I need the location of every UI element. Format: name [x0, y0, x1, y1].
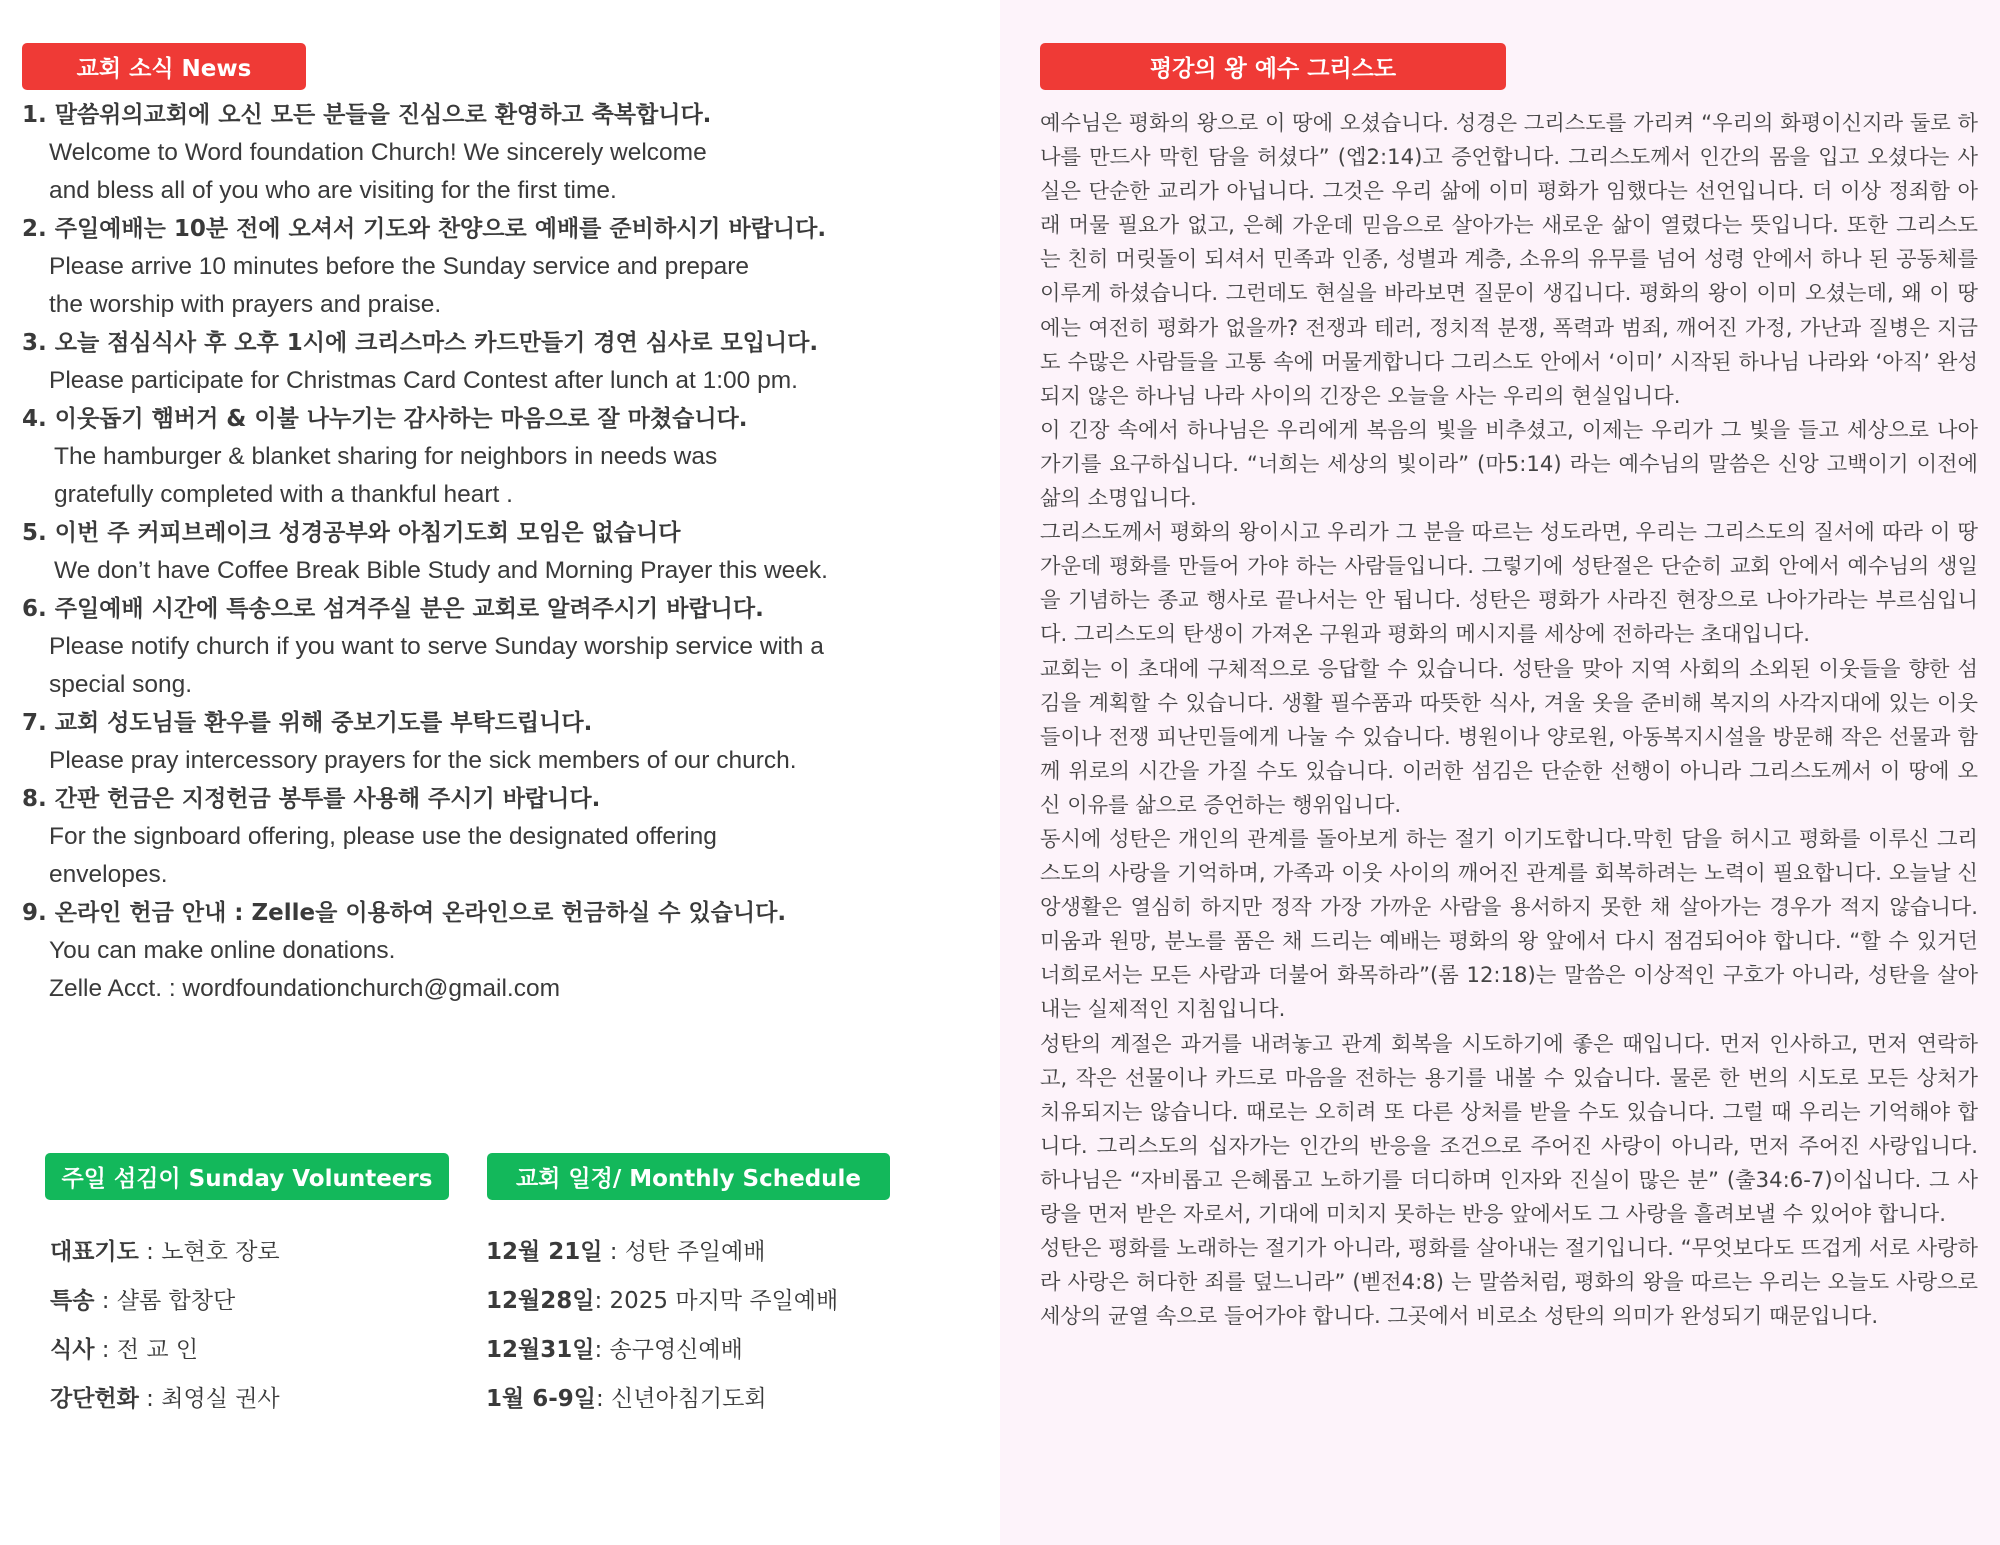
article-header	[1040, 43, 1506, 90]
news-item-english: We don’t have Coffee Break Bible Study and Morning Prayer this week.	[54, 557, 828, 584]
article-title: 평강의 왕 예수 그리스도	[1149, 56, 1397, 82]
news-item-korean: 4. 이웃돕기 햄버거 & 이불 나누기는 감사하는 마음으로 잘 마쳤습니다.	[22, 406, 748, 432]
news-item	[22, 400, 982, 514]
news-item-english: Welcome to Word foundation Church! We sincerely welcome	[49, 139, 707, 166]
volunteers-list	[50, 1232, 280, 1428]
schedule-event: : 송구영신예배	[594, 1337, 743, 1363]
schedule-date: 12월 21일	[486, 1239, 603, 1265]
article-paragraph: 예수님은 평화의 왕으로 이 땅에 오셨습니다. 성경은 그리스도를 가리켜 “우리의 화평이신지라 둘로 하나를 만드사 막힌 담을 허셨다” (엡2:14)고 증언합니다. 그리스도께서 인간의 몸을 입고 오셨다는 사실은 단순한 교리가 아닙니다. 그것은 우리 삶에 이미 평화가 임했다는 선언입니다. 더 이상 정죄함 아래 머물 필요가 없고, 은혜 가운데 믿음으로 살아가는 새로운 삶이 열렸다는 뜻입니다. 또한 그리스도는 친히 머릿돌이 되셔서 민족과 인종, 성별과 계층, 소유의 유무를 넘어 성령 안에서 하나 된 공동체를 이루게 하셨습니다. 그런데도 현실을 바라보면 질문이 생깁니다. 평화의 왕이 이미 오셨는데, 왜 이 땅에는 여전히 평화가 없을까? 전쟁과 테러, 정치적 분쟁, 폭력과 범죄, 깨어진 가정, 가난과 질병은 지금도 수많은 사람들을 고통 속에 머물게합니다 그리스도 안에서 ‘이미’ 시작된 하나님 나라와 ‘아직’ 완성되지 않은 하나님 나라 사이의 긴장은 오늘을 사는 우리의 현실입니다.	[1040, 110, 1978, 408]
volunteer-name: : 노현호 장로	[138, 1239, 280, 1265]
news-item	[22, 780, 982, 894]
volunteer-name: : 샬롬 합창단	[94, 1288, 236, 1314]
news-item	[22, 324, 982, 400]
volunteers-header-label: 주일 섬김이 Sunday Volunteers	[61, 1166, 433, 1192]
volunteer-row	[50, 1379, 280, 1428]
news-item	[22, 704, 982, 780]
schedule-event: : 신년아침기도회	[596, 1386, 767, 1412]
news-item-english: Please pray intercessory prayers for the sick members of our church.	[49, 747, 797, 774]
volunteer-name: : 전 교 인	[94, 1337, 199, 1363]
news-item-korean: 3. 오늘 점심식사 후 오후 1시에 크리스마스 카드만들기 경연 심사로 모입니다.	[22, 330, 819, 356]
news-item-english: and bless all of you who are visiting for the first time.	[49, 177, 617, 204]
schedule-event: : 성탄 주일예배	[602, 1239, 766, 1265]
news-item-english: You can make online donations.	[49, 937, 396, 964]
volunteer-row	[50, 1232, 280, 1281]
news-item-english: the worship with prayers and praise.	[49, 291, 442, 318]
volunteer-name: : 최영실 권사	[138, 1386, 280, 1412]
volunteer-role: 특송	[50, 1288, 95, 1314]
article-paragraph: 그리스도께서 평화의 왕이시고 우리가 그 분을 따르는 성도라면, 우리는 그리스도의 질서에 따라 이 땅 가운데 평화를 만들어 가야 하는 사람들입니다. 그렇기에 성탄절은 단순히 교회 안에서 예수님의 생일을 기념하는 종교 행사로 끝나서는 안 됩니다. 성탄은 평화가 사라진 현장으로 나아가라는 부르심입니다. 그리스도의 탄생이 가져온 구원과 평화의 메시지를 세상에 전하라는 초대입니다.	[1040, 519, 1978, 647]
volunteer-role: 식사	[50, 1337, 95, 1363]
news-item-english: special song.	[49, 671, 193, 698]
news-header-label: 교회 소식 News	[76, 56, 252, 82]
schedule-date: 12월28일	[486, 1288, 595, 1314]
news-list	[22, 96, 982, 1008]
volunteer-role: 강단헌화	[50, 1386, 139, 1412]
schedule-list	[486, 1232, 838, 1428]
schedule-row	[486, 1330, 838, 1379]
news-item-english: Please arrive 10 minutes before the Sunday service and prepare	[49, 253, 750, 280]
news-item-korean: 2. 주일예배는 10분 전에 오셔서 기도와 찬양으로 예배를 준비하시기 바랍니다.	[22, 216, 827, 242]
schedule-date: 1월 6-9일	[486, 1386, 596, 1412]
news-item	[22, 894, 982, 1008]
news-item-korean: 1. 말씀위의교회에 오신 모든 분들을 진심으로 환영하고 축복합니다.	[22, 102, 712, 128]
article-paragraph: 동시에 성탄은 개인의 관계를 돌아보게 하는 절기 이기도합니다.막힌 담을 허시고 평화를 이루신 그리스도의 사랑을 기억하며, 가족과 이웃 사이의 깨어진 관계를 회복하려는 노력이 필요합니다. 오늘날 신앙생활은 열심히 하지만 정작 가장 가까운 사람을 용서하지 못한 채 살아가는 경우가 적지 않습니다. 미움과 원망, 분노를 품은 채 드리는 예배는 평화의 왕 앞에서 다시 점검되어야 합니다. “할 수 있거던 너희로서는 모든 사람과 더불어 화목하라”(롬 12:18)는 말씀은 이상적인 구호가 아니라, 성탄을 살아내는 실제적인 지침입니다.	[1040, 825, 1978, 1022]
volunteer-row	[50, 1281, 280, 1330]
schedule-date: 12월31일	[486, 1337, 595, 1363]
news-item-korean: 6. 주일예배 시간에 특송으로 섬겨주실 분은 교회로 알려주시기 바랍니다.	[22, 596, 764, 622]
news-item-korean: 7. 교회 성도님들 환우를 위해 중보기도를 부탁드립니다.	[22, 710, 593, 736]
news-item-english: Please participate for Christmas Card Contest after lunch at 1:00 pm.	[49, 367, 798, 394]
schedule-row	[486, 1281, 838, 1330]
news-item	[22, 514, 982, 590]
article-body	[1040, 106, 1978, 1333]
news-item	[22, 590, 982, 704]
news-item-english: Please notify church if you want to serve Sunday worship service with a	[49, 633, 824, 660]
volunteers-header	[45, 1153, 449, 1200]
article-paragraph: 교회는 이 초대에 구체적으로 응답할 수 있습니다. 성탄을 맞아 지역 사회의 소외된 이웃들을 향한 섬김을 계획할 수 있습니다. 생활 필수품과 따뜻한 식사, 겨울 옷을 준비해 복지의 사각지대에 있는 이웃들이나 전쟁 피난민들에게 나눌 수 있습니다. 병원이나 양로원, 아동복지시설을 방문해 작은 선물과 함께 위로의 시간을 가질 수도 있습니다. 이러한 섬김은 단순한 선행이 아니라 그리스도께서 이 땅에 오신 이유를 삶으로 증언하는 행위입니다.	[1040, 655, 1978, 817]
volunteer-row	[50, 1330, 280, 1379]
news-item-korean: 5. 이번 주 커피브레이크 성경공부와 아침기도회 모임은 없습니다	[22, 520, 681, 546]
volunteer-role: 대표기도	[50, 1239, 139, 1265]
news-item-english: Zelle Acct. : wordfoundationchurch@gmail.com	[49, 975, 561, 1002]
article-paragraph: 성탄은 평화를 노래하는 절기가 아니라, 평화를 살아내는 절기입니다. “무엇보다도 뜨겁게 서로 사랑하라 사랑은 허다한 죄를 덮느니라” (벧전4:8) 는 말씀처럼, 평화의 왕을 따르는 우리는 오늘도 사랑으로 세상의 균열 속으로 들어가야 합니다. 그곳에서 비로소 성탄의 의미가 완성되기 때문입니다.	[1040, 1235, 1978, 1329]
news-item	[22, 210, 982, 324]
schedule-row	[486, 1379, 838, 1428]
article-paragraph: 성탄의 계절은 과거를 내려놓고 관계 회복을 시도하기에 좋은 때입니다. 먼저 인사하고, 먼저 연락하고, 작은 선물이나 카드로 마음을 전하는 용기를 내볼 수 있습니다. 물론 한 번의 시도로 모든 상처가 치유되지는 않습니다. 때로는 오히려 또 다른 상처를 받을 수도 있습니다. 그럴 때 우리는 기억해야 합니다. 그리스도의 십자가는 인간의 반응을 조건으로 주어진 사랑이 아니라, 먼저 주어진 사랑입니다. 하나님은 “자비롭고 은혜롭고 노하기를 더디하며 인자와 진실이 많은 분” (출34:6-7)이십니다. 그 사랑을 먼저 받은 자로서, 기대에 미치지 못하는 반응 앞에서도 그 사랑을 흘려보낼 수 있어야 합니다.	[1040, 1030, 1978, 1226]
schedule-header-label: 교회 일정/ Monthly Schedule	[515, 1166, 862, 1192]
news-item-english: gratefully completed with a thankful heart .	[54, 481, 513, 508]
article-paragraph: 이 긴장 속에서 하나님은 우리에게 복음의 빛을 비추셨고, 이제는 우리가 그 빛을 들고 세상으로 나아가기를 요구하십니다. “너희는 세상의 빛이라” (마5:14) 라는 예수님의 말씀은 신앙 고백이기 이전에 삶의 소명입니다.	[1040, 416, 1978, 511]
schedule-row	[486, 1232, 838, 1281]
news-header	[22, 43, 306, 90]
news-item-english: For the signboard offering, please use the designated offering	[49, 823, 717, 850]
news-item-english: The hamburger & blanket sharing for neighbors in needs was	[54, 443, 718, 470]
news-item	[22, 96, 982, 210]
schedule-header	[487, 1153, 890, 1200]
news-item-korean: 8. 간판 헌금은 지정헌금 봉투를 사용해 주시기 바랍니다.	[22, 786, 601, 812]
schedule-event: : 2025 마지막 주일예배	[594, 1288, 839, 1314]
news-item-korean: 9. 온라인 헌금 안내 : Zelle을 이용하여 온라인으로 헌금하실 수 있습니다.	[22, 900, 787, 926]
news-item-english: envelopes.	[49, 861, 168, 888]
